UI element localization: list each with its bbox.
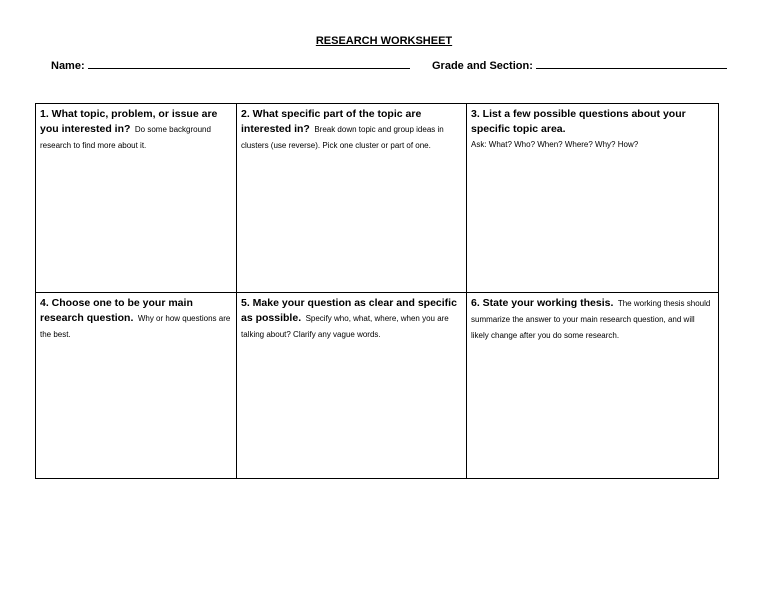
cell-hint: The working thesis should summarize the answer to your main research question, and will likely change after you do some research. bbox=[471, 299, 711, 340]
cell-working-thesis bbox=[467, 293, 718, 478]
cell-question: 2. What specific part of the topic are interested in? bbox=[241, 108, 422, 135]
cell-question: 5. Make your question as clear and specific as possible. bbox=[241, 297, 457, 324]
name-field bbox=[51, 58, 410, 72]
cell-question: 3. List a few possible questions about your specific topic area. bbox=[471, 108, 686, 135]
cell-question: 1. What topic, problem, or issue are you interested in? bbox=[40, 108, 218, 135]
cell-clarify-question bbox=[237, 293, 467, 478]
grade-section-label: Grade and Section: bbox=[432, 60, 533, 72]
cell-main-question bbox=[36, 293, 237, 478]
worksheet-grid bbox=[35, 103, 719, 479]
worksheet-title: RESEARCH WORKSHEET bbox=[315, 35, 453, 47]
cell-hint: Why or how questions are the best. bbox=[40, 314, 231, 339]
cell-hint: Do some background research to find more about it. bbox=[40, 125, 211, 150]
grade-section-blank-line bbox=[536, 58, 727, 69]
cell-possible-questions bbox=[467, 104, 718, 293]
grade-section-field bbox=[432, 58, 727, 72]
name-blank-line bbox=[88, 58, 410, 69]
cell-question: 4. Choose one to be your main research question. bbox=[40, 297, 193, 324]
cell-hint: Ask: What? Who? When? Where? Why? How? bbox=[471, 140, 639, 149]
cell-specific-part bbox=[237, 104, 467, 293]
name-label: Name: bbox=[51, 60, 85, 72]
cell-hint: Specify who, what, where, when you are talking about? Clarify any vague words. bbox=[241, 314, 449, 339]
cell-question: 6. State your working thesis. bbox=[471, 297, 614, 309]
cell-topic bbox=[36, 104, 237, 293]
cell-hint: Break down topic and group ideas in clusters (use reverse). Pick one cluster or part of one. bbox=[241, 125, 444, 150]
